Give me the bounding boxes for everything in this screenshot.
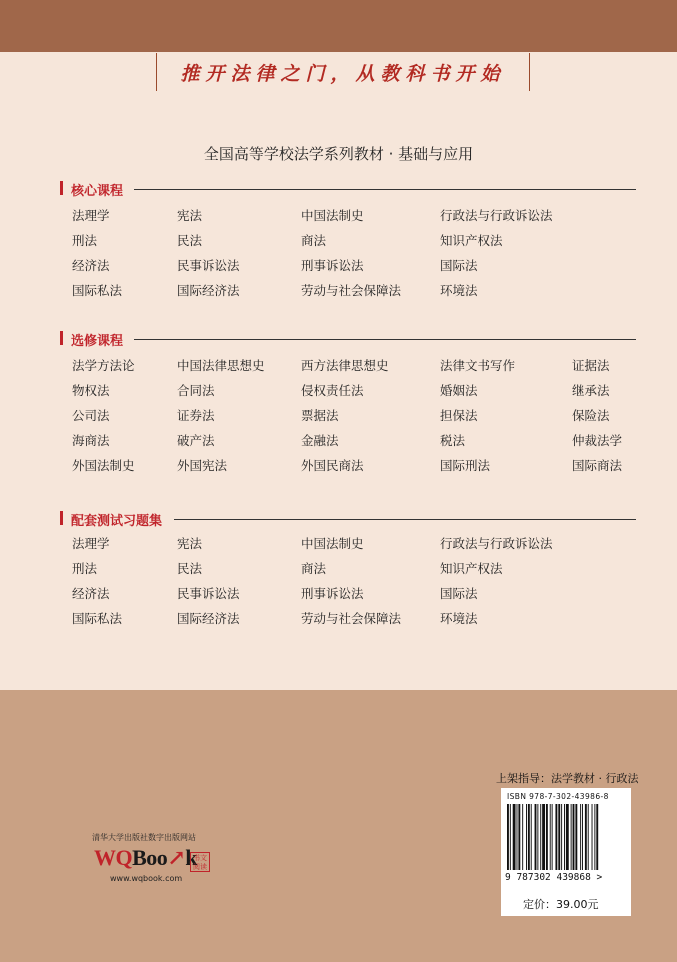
course-item: 侵权责任法 — [301, 383, 364, 398]
course-item: 金融法 — [301, 433, 339, 448]
course-item: 中国法律思想史 — [177, 358, 265, 373]
course-item: 国际私法 — [72, 283, 123, 298]
course-item: 劳动与社会保障法 — [301, 283, 402, 298]
slogan: 推开法律之门，从教科书开始 — [180, 63, 506, 85]
course-item: 破产法 — [177, 433, 215, 448]
course-item: 外国民商法 — [301, 458, 364, 473]
series-title: 全国高等学校法学系列教材 · 基础与应用 — [203, 145, 474, 163]
section-marker — [60, 331, 63, 345]
course-item: 国际私法 — [72, 611, 123, 626]
course-item: 中国法制史 — [301, 536, 364, 551]
barcode-bar — [596, 804, 598, 870]
course-item: 环境法 — [440, 611, 478, 626]
course-item: 民事诉讼法 — [177, 586, 240, 601]
course-item: 西方法律思想史 — [301, 358, 389, 373]
barcode-bar — [518, 804, 520, 870]
course-item: 经济法 — [72, 258, 110, 273]
logo-wq: WQ — [94, 845, 133, 870]
barcode-bar — [510, 804, 511, 870]
barcode — [507, 804, 623, 870]
course-item: 国际法 — [440, 586, 478, 601]
barcode-panel — [501, 788, 631, 916]
course-item: 经济法 — [72, 586, 110, 601]
course-item: 外国法制史 — [72, 458, 135, 473]
course-item: 刑事诉讼法 — [301, 258, 364, 273]
section-marker — [60, 181, 63, 195]
course-item: 刑法 — [72, 561, 98, 576]
barcode-bar — [526, 804, 527, 870]
course-item: 刑法 — [72, 233, 98, 248]
course-item: 公司法 — [72, 408, 110, 423]
course-item: 行政法与行政诉讼法 — [440, 536, 553, 551]
section-label: 选修课程 — [71, 334, 124, 349]
course-item: 税法 — [440, 433, 466, 448]
barcode-bar — [535, 804, 537, 870]
barcode-bar — [571, 804, 572, 870]
barcode-bar — [546, 804, 548, 870]
publisher-logo — [94, 845, 197, 871]
barcode-bar — [575, 804, 577, 870]
publisher-site-title: 清华大学出版社数字出版网站 — [92, 833, 196, 842]
course-item: 宪法 — [177, 208, 203, 223]
course-item: 刑事诉讼法 — [301, 586, 364, 601]
course-item: 商法 — [301, 233, 327, 248]
course-item: 物权法 — [72, 383, 110, 398]
barcode-bar — [594, 804, 595, 870]
barcode-bar — [566, 804, 569, 870]
course-item: 国际经济法 — [177, 283, 240, 298]
course-item: 中国法制史 — [301, 208, 364, 223]
course-item: 外国宪法 — [177, 458, 228, 473]
course-item: 国际刑法 — [440, 458, 491, 473]
course-item: 民事诉讼法 — [177, 258, 240, 273]
barcode-bar — [513, 804, 516, 870]
course-item: 法理学 — [72, 208, 110, 223]
barcode-bar — [585, 804, 587, 870]
barcode-bar — [507, 804, 509, 870]
barcode-bar — [542, 804, 545, 870]
shelf-guide: 上架指导：法学教材 · 行政法 — [496, 772, 639, 785]
section-rule — [134, 339, 636, 340]
course-item: 知识产权法 — [440, 233, 503, 248]
barcode-bar — [561, 804, 562, 870]
course-item: 证券法 — [177, 408, 215, 423]
logo-k: k — [185, 845, 197, 870]
course-item: 民法 — [177, 561, 203, 576]
barcode-bar — [552, 804, 553, 870]
top-band — [0, 0, 677, 52]
logo-boo: Boo — [132, 845, 168, 870]
section-label: 配套测试习题集 — [71, 514, 163, 529]
course-item: 合同法 — [177, 383, 215, 398]
course-item: 环境法 — [440, 283, 478, 298]
barcode-bar — [531, 804, 532, 870]
course-item: 票据法 — [301, 408, 339, 423]
barcode-bar — [564, 804, 565, 870]
barcode-bar — [528, 804, 530, 870]
course-item: 法理学 — [72, 536, 110, 551]
course-item: 保险法 — [572, 408, 610, 423]
barcode-bar — [540, 804, 541, 870]
course-item: 婚姻法 — [440, 383, 478, 398]
seal-stamp: 书文阅读 — [190, 852, 210, 872]
course-item: 民法 — [177, 233, 203, 248]
course-item: 证据法 — [572, 358, 610, 373]
slogan-frame — [156, 53, 530, 91]
section-rule — [134, 189, 636, 190]
course-item: 仲裁法学 — [572, 433, 623, 448]
course-item: 国际经济法 — [177, 611, 240, 626]
course-item: 劳动与社会保障法 — [301, 611, 402, 626]
barcode-digits: 9 787302 439868 > — [505, 872, 603, 883]
barcode-bar — [580, 804, 581, 870]
section-label: 核心课程 — [71, 184, 124, 199]
barcode-bar — [550, 804, 551, 870]
barcode-bar — [517, 804, 518, 870]
section-rule — [174, 519, 636, 520]
course-item: 法学方法论 — [72, 358, 135, 373]
barcode-bar — [522, 804, 523, 870]
course-item: 法律文书写作 — [440, 358, 516, 373]
course-item: 宪法 — [177, 536, 203, 551]
barcode-bar — [555, 804, 557, 870]
section-marker — [60, 511, 63, 525]
course-item: 继承法 — [572, 383, 610, 398]
course-item: 国际法 — [440, 258, 478, 273]
course-item: 行政法与行政诉讼法 — [440, 208, 553, 223]
course-item: 知识产权法 — [440, 561, 503, 576]
course-item: 商法 — [301, 561, 327, 576]
barcode-bar — [582, 804, 583, 870]
barcode-bar — [592, 804, 593, 870]
barcode-bar — [573, 804, 575, 870]
arrow-icon: ↗ — [167, 845, 186, 870]
course-item: 担保法 — [440, 408, 478, 423]
publisher-url: www.wqbook.com — [110, 874, 183, 883]
price: 定价：39.00元 — [523, 898, 599, 911]
barcode-bar — [537, 804, 538, 870]
isbn-text: ISBN 978-7-302-43986-8 — [507, 792, 609, 801]
course-item: 海商法 — [72, 433, 110, 448]
barcode-bar — [558, 804, 560, 870]
barcode-bar — [588, 804, 589, 870]
course-item: 国际商法 — [572, 458, 623, 473]
